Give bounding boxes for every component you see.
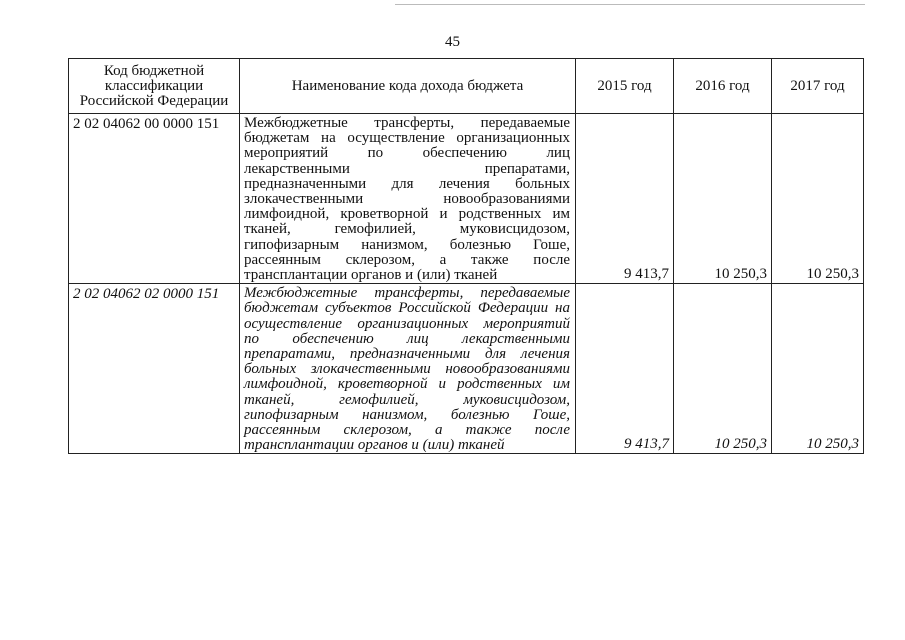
header-code-line: Российской Федерации xyxy=(79,92,229,109)
cell-name-line: лимфоидной, кроветворной и родственных им xyxy=(244,206,570,223)
cell-name xyxy=(240,114,576,284)
cell-year-2015: 9 413,7 xyxy=(576,114,674,284)
cell-name-line: предназначенными для лечения больных xyxy=(244,175,570,192)
cell-code: 2 02 04062 02 0000 151 xyxy=(69,284,240,454)
cell-name-line: бюджетам на осуществление организационных xyxy=(244,130,570,147)
cell-name-line: тканей, гемофилией, муковисцидозом, xyxy=(244,391,570,408)
header-code-line: Код бюджетной xyxy=(103,62,205,79)
header-2017: 2017 год xyxy=(772,59,864,114)
cell-name-line: мероприятий по обеспечению лиц xyxy=(244,145,570,162)
table-row xyxy=(69,114,864,284)
cell-name-line: осуществление организационных мероприятий xyxy=(244,315,570,332)
cell-name-line: рассеянным склерозом, а также после xyxy=(244,422,570,439)
cell-name-line: злокачественными новообразованиями xyxy=(244,191,570,208)
page-number: 45 xyxy=(445,34,460,50)
cell-year-2015: 9 413,7 xyxy=(576,284,674,454)
header-2016: 2016 год xyxy=(674,59,772,114)
header-code xyxy=(69,59,240,114)
cell-name-line: тканей, гемофилией, муковисцидозом, xyxy=(244,221,570,238)
table-header-row xyxy=(69,59,864,114)
cell-name xyxy=(240,284,576,454)
header-name: Наименование кода дохода бюджета xyxy=(240,59,576,114)
table-row xyxy=(69,284,864,454)
budget-table xyxy=(68,58,864,454)
cell-name-line: Межбюджетные трансферты, передаваемые xyxy=(244,285,570,302)
cell-name-line: Межбюджетные трансферты, передаваемые xyxy=(244,115,570,131)
cell-year-2016: 10 250,3 xyxy=(674,114,772,284)
cell-year-2016: 10 250,3 xyxy=(674,284,772,454)
scan-artifact-line xyxy=(395,4,865,5)
cell-name-line: по обеспечению лиц лекарственными xyxy=(244,330,570,347)
cell-name-line: лекарственными препаратами, xyxy=(244,160,570,177)
cell-name-line: гипофизарным нанизмом, болезнью Гоше, xyxy=(244,236,570,253)
cell-year-2017: 10 250,3 xyxy=(772,114,864,284)
cell-name-line: бюджетам субъектов Российской Федерации на xyxy=(244,300,570,317)
cell-code: 2 02 04062 00 0000 151 xyxy=(69,114,240,284)
cell-name-line: гипофизарным нанизмом, болезнью Гоше, xyxy=(244,406,570,423)
header-code-line: классификации xyxy=(104,77,204,94)
cell-name-line: препаратами, предназначенными для лечения xyxy=(244,346,570,363)
cell-name-line: больных злокачественными новообразованиями xyxy=(244,361,570,378)
cell-name-line: лимфоидной, кроветворной и родственных им xyxy=(244,376,570,393)
cell-name-line: рассеянным склерозом, а также после xyxy=(244,251,570,268)
header-2015: 2015 год xyxy=(576,59,674,114)
cell-name-line: трансплантации органов и (или) тканей xyxy=(244,267,498,284)
cell-name-line: трансплантации органов и (или) тканей xyxy=(244,437,505,454)
cell-year-2017: 10 250,3 xyxy=(772,284,864,454)
